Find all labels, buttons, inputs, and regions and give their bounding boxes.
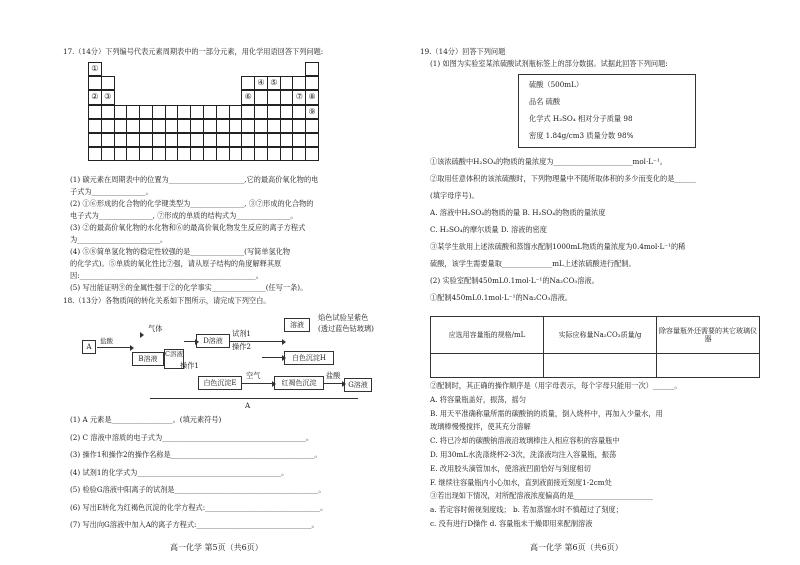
ptable-cell xyxy=(267,147,281,161)
page-footer-right: 高一化学 第6页（共6页） xyxy=(530,543,623,552)
text-line: (4) ⑤⑧简单氢化物的稳定性较强的是_______________(写简单氢化物 xyxy=(70,247,291,256)
ptable-cell xyxy=(280,133,294,147)
ptable-cell xyxy=(292,105,306,119)
ptable-cell xyxy=(165,119,179,133)
label-line: 品名 硫酸 xyxy=(529,97,561,106)
ptable-cell xyxy=(88,147,102,161)
ptable-cell xyxy=(305,119,319,133)
text-line: (3) 操作1和操作2的操作名称是________________________________________。 xyxy=(70,450,322,459)
ptable-cell xyxy=(216,119,230,133)
label-hcl-2: 盐酸 xyxy=(326,371,341,380)
ptable-cell xyxy=(190,147,204,161)
ptable-cell xyxy=(241,133,255,147)
ptable-cell xyxy=(305,76,319,90)
ptable-cell xyxy=(126,133,140,147)
label-gas: 气体 xyxy=(148,324,163,333)
label-flame-2: (透过蓝色钴玻璃) xyxy=(318,324,374,333)
text-line: (3) ②的最高价氧化物的水化物和⑥的最高价氧化物发生反应的离子方程式 xyxy=(70,223,306,232)
ptable-cell xyxy=(152,147,166,161)
ptable-cell xyxy=(267,90,281,104)
q17-header: 17.（14分）下列编号代表元素周期表中的一部分元素，用化学用语回答下列问题: xyxy=(63,47,324,56)
ptable-cell xyxy=(292,119,306,133)
periodic-table xyxy=(88,62,372,172)
ptable-cell xyxy=(101,119,115,133)
ptable-cell: ⑥ xyxy=(241,90,255,104)
text-line: (2) ①⑥形成的化合物的化学键类型为_______________, ③⑦形成的化合物的 xyxy=(70,199,314,208)
node-f: 红褐色沉淀 xyxy=(274,376,324,390)
text-line: 的化学式)。⑤单质的氧化性比⑦强，请从原子结构的角度解释其原 xyxy=(70,259,282,268)
arrow-d-h xyxy=(262,357,282,358)
ptable-cell xyxy=(101,133,115,147)
node-c: C溶液 xyxy=(164,349,184,369)
ptable-cell xyxy=(292,76,306,90)
table-row xyxy=(431,354,760,378)
node-a: A xyxy=(82,340,96,354)
ptable-cell xyxy=(88,105,102,119)
table-cell-blank[interactable] xyxy=(657,354,760,378)
text-line: (5) 写出能证明⑨的金属性强于②的化学事实_______________(任写一条)。 xyxy=(70,283,308,292)
ptable-cell xyxy=(126,147,140,161)
ptable-cell xyxy=(152,105,166,119)
node-solution: 溶液 xyxy=(284,318,310,332)
arrow-a-b xyxy=(97,347,130,348)
prep-table xyxy=(430,316,760,378)
label-flame: 焰色试验呈紫色 xyxy=(318,313,369,322)
table-row xyxy=(431,317,760,354)
ptable-cell xyxy=(254,147,268,161)
page-footer-left: 高一化学 第5页（共6页） xyxy=(170,543,263,552)
q18-header: 18.（13分）各物质间的转化关系如下图所示，请完成下列空白。 xyxy=(63,296,271,305)
ptable-cell xyxy=(267,133,281,147)
ptable-cell: ⑧ xyxy=(305,90,319,104)
ptable-cell xyxy=(177,133,191,147)
node-b: B溶液 xyxy=(132,352,164,366)
text-line: 因:_________________________________________________。 xyxy=(70,271,263,280)
ptable-cell xyxy=(101,105,115,119)
ptable-cell xyxy=(126,105,140,119)
text-line: (填字母序号)。 xyxy=(430,191,479,200)
ptable-cell xyxy=(280,147,294,161)
ptable-cell xyxy=(292,133,306,147)
text-line: F. 继续往容量瓶内小心加水，直到液面接近刻度1-2cm处 xyxy=(430,477,612,487)
ptable-cell xyxy=(177,119,191,133)
ptable-cell xyxy=(254,90,268,104)
table-header: 除容量瓶外还需要的其它玻璃仪器 xyxy=(657,317,760,354)
ptable-cell xyxy=(88,119,102,133)
ptable-cell xyxy=(229,105,243,119)
ptable-cell xyxy=(190,133,204,147)
ptable-cell: ⑨ xyxy=(305,105,319,119)
text-line: 硫酸，该学生需要量取______________mL上述浓硫酸进行配制。 xyxy=(430,259,636,268)
ptable-cell: ④ xyxy=(254,76,268,90)
ptable-cell xyxy=(190,119,204,133)
ptable-cell xyxy=(114,119,128,133)
text-line: ①配制450mL0.1mol·L⁻¹的Na₂CO₃溶液。 xyxy=(430,293,572,302)
label-line: 硫酸（500mL） xyxy=(529,80,584,89)
ptable-cell xyxy=(254,133,268,147)
text-line: D. 用30mL水洗涤烧杯2-3次，洗涤液均注入容量瓶，振荡 xyxy=(430,450,617,459)
text-line: 子式为_______________。 xyxy=(70,187,153,196)
ptable-cell xyxy=(203,147,217,161)
ptable-cell xyxy=(101,147,115,161)
ptable-cell: ② xyxy=(88,90,102,104)
ptable-cell xyxy=(114,105,128,119)
label-bottom-a: A xyxy=(245,401,251,410)
ptable-cell xyxy=(280,90,294,104)
ptable-cell xyxy=(165,147,179,161)
text-line: ②配制时，其正确的操作顺序是（用字母表示，每个字母只能用一次）______。 xyxy=(430,381,682,390)
ptable-cell xyxy=(152,119,166,133)
ptable-cell xyxy=(280,105,294,119)
text-line: (5) 检验G溶液中阳离子的试剂是________________________________________。 xyxy=(70,485,326,494)
reagent-label xyxy=(518,74,696,148)
arrow-g-loop xyxy=(150,398,358,399)
ptable-cell xyxy=(241,119,255,133)
ptable-cell xyxy=(139,133,153,147)
ptable-cell xyxy=(229,119,243,133)
label-reagent1: 试剂1 xyxy=(232,329,251,338)
table-header: 应选用容量瓶的规格/mL xyxy=(431,317,544,354)
q19-part1-intro: (1) 如图为实验室某浓硫酸试剂瓶标签上的部分数据。试据此回答下列问题: xyxy=(430,59,668,68)
ptable-cell xyxy=(305,62,319,76)
table-header: 实际应称量Na₂CO₃质量/g xyxy=(544,317,657,354)
ptable-cell xyxy=(305,133,319,147)
ptable-cell: ⑦ xyxy=(292,90,306,104)
table-cell-blank[interactable] xyxy=(544,354,657,378)
ptable-cell xyxy=(165,133,179,147)
ptable-cell xyxy=(114,133,128,147)
label-line: 密度 1.84g/cm3 质量分数 98% xyxy=(529,131,634,140)
text-line: C. H₂SO₄的摩尔质量 D. 溶液的密度 xyxy=(430,225,547,234)
arrow-e-f xyxy=(242,383,272,384)
label-hcl-1: 盐酸 xyxy=(100,337,113,345)
label-op2: 操作2 xyxy=(232,342,251,351)
label-op1: 操作1 xyxy=(180,361,199,370)
arrow-f-g xyxy=(324,383,342,384)
ptable-cell xyxy=(216,133,230,147)
text-line: E. 改用胶头滴管加水，使溶液凹面恰好与刻度相切 xyxy=(430,463,591,473)
q19-header: 19.（14分）回答下列问题 xyxy=(420,47,506,56)
label-air: 空气 xyxy=(246,371,261,380)
ptable-cell xyxy=(177,105,191,119)
text-line: ①该浓硫酸中H₂SO₄的物质的量浓度为______________________mol·L⁻¹。 xyxy=(430,157,667,166)
ptable-cell xyxy=(241,76,255,90)
text-line: ③若出现如下情况，对所配溶液浓度偏高的是______________________ xyxy=(430,491,653,501)
ptable-cell xyxy=(216,105,230,119)
ptable-cell xyxy=(203,133,217,147)
ptable-cell xyxy=(126,119,140,133)
text-line: c. 没有进行D操作 d. 容量瓶未干燥即用来配制溶液 xyxy=(430,519,593,528)
ptable-cell xyxy=(88,76,102,90)
ptable-cell xyxy=(305,147,319,161)
arrow-d-solution xyxy=(230,341,282,342)
text-line: ②取用任意体积的该浓硫酸时，下列物理量中不随所取体积的多少而变化的是______ xyxy=(430,174,696,183)
arrow-c-d xyxy=(184,341,195,342)
text-line: (1) A 元素是_________________。(填元素符号) xyxy=(70,415,222,424)
text-line: 电子式为_______________, ⑦形成的单质的结构式为_______________。 xyxy=(70,211,298,220)
ptable-cell xyxy=(114,147,128,161)
text-line: (1) 碳元素在周期表中的位置为_____________________,它的最高价氧化物的电 xyxy=(70,175,319,184)
ptable-cell: ⑤ xyxy=(267,76,281,90)
ptable-cell xyxy=(139,147,153,161)
ptable-cell xyxy=(267,105,281,119)
ptable-cell xyxy=(165,105,179,119)
ptable-cell xyxy=(177,147,191,161)
ptable-cell xyxy=(203,105,217,119)
text-line: 玻璃棒慢慢搅拌，使其充分溶解 xyxy=(430,422,531,432)
ptable-cell xyxy=(216,147,230,161)
node-h: 白色沉淀H xyxy=(284,351,334,365)
text-line: (6) 写出E转化为红褐色沉淀的化学方程式:________________________________。 xyxy=(70,502,328,512)
ptable-cell: ① xyxy=(88,62,102,76)
text-line: A. 将容量瓶盖好，振荡，摇匀 xyxy=(430,394,527,404)
text-line: ③某学生欲用上述浓硫酸和蒸馏水配制1000mL物质的量浓度为0.4mol·L⁻¹的稀 xyxy=(430,242,686,251)
ptable-cell xyxy=(254,119,268,133)
ptable-cell xyxy=(241,147,255,161)
ptable-cell xyxy=(267,119,281,133)
ptable-cell xyxy=(152,133,166,147)
node-e: 白色沉淀E xyxy=(198,376,242,390)
ptable-cell xyxy=(139,105,153,119)
text-line: a. 若定容时俯视刻度线； b. 若加蒸馏水时不慎超过了刻度； xyxy=(430,505,623,515)
text-line: C. 将已冷却的碳酸钠溶液沿玻璃棒注入相应容积的容量瓶中 xyxy=(430,436,620,446)
text-line: B. 用天平准确称量所需的碳酸钠的质量，倒入烧杯中，再加入少量水，用 xyxy=(430,408,663,418)
ptable-cell xyxy=(229,133,243,147)
text-line: (4) 试剂1的化学式为________________________________________。 xyxy=(70,467,289,477)
ptable-cell xyxy=(292,147,306,161)
ptable-cell: ③ xyxy=(101,90,115,104)
ptable-cell xyxy=(254,105,268,119)
ptable-cell xyxy=(280,76,294,90)
table-cell-blank[interactable] xyxy=(431,354,544,378)
label-line: 化学式 H₂SO₄ 相对分子质量 98 xyxy=(529,114,633,123)
ptable-cell xyxy=(280,119,294,133)
ptable-cell xyxy=(101,76,115,90)
ptable-cell xyxy=(241,105,255,119)
node-d: D溶液 xyxy=(196,334,230,348)
text-line: (7) 写出向G溶液中加入A的离子方程式:________________________________。 xyxy=(70,520,319,529)
text-line: (2) 实验室配制450mL0.1mol·L⁻¹的Na₂CO₃溶液。 xyxy=(430,276,599,285)
ptable-cell xyxy=(229,147,243,161)
ptable-cell xyxy=(190,105,204,119)
node-g: G溶液 xyxy=(344,378,372,392)
ptable-cell xyxy=(203,119,217,133)
text-line: 为_______________________。 xyxy=(70,235,168,244)
text-line: A. 溶液中H₂SO₄的物质的量 B. H₂SO₄的物质的量浓度 xyxy=(430,208,606,217)
ptable-cell xyxy=(139,119,153,133)
ptable-cell xyxy=(88,133,102,147)
text-line: (2) C 溶液中溶质的电子式为________________________________________。 xyxy=(70,432,314,442)
